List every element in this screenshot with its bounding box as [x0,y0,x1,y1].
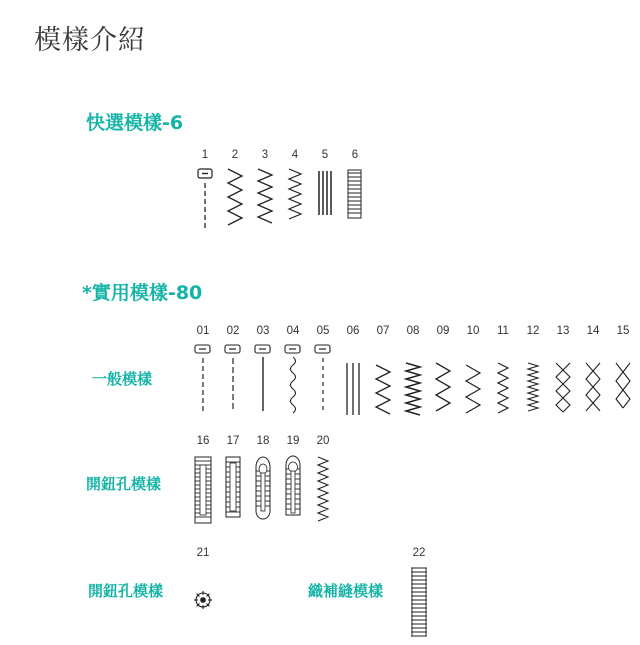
stitch-item[interactable] [488,324,518,423]
double-zigzag-icon [552,343,574,423]
straight-stitch-eye-icon [192,343,214,423]
straight-stitch-eye-icon [312,343,334,423]
buttonhole-narrow-icon [312,453,334,533]
stitch-number: 16 [196,435,210,447]
stitch-item[interactable] [188,434,218,533]
stitch-number: 07 [376,325,390,337]
stitch-item[interactable] [218,324,248,423]
stitch-number: 15 [616,325,630,337]
stitch-item[interactable] [190,148,220,237]
stitch-number: 17 [226,435,240,447]
stitch-number: 22 [412,547,426,559]
dense-zigzag-icon [342,343,364,423]
stitch-number: 20 [316,435,330,447]
stitch-item[interactable] [310,148,340,237]
stitch-item[interactable] [188,546,218,615]
fine-zigzag-icon [522,343,544,423]
stitch-item[interactable] [404,546,434,645]
stitch-item[interactable] [280,148,310,237]
buttonhole-bar-icon [192,453,214,533]
stitch-item[interactable] [308,324,338,423]
stitch-number: 08 [406,325,420,337]
stitch-number: 4 [291,149,299,161]
zigzag-stitch-icon [432,343,454,423]
stitch-item[interactable] [428,324,458,423]
section-heading-utility-patterns: *實用模樣-80 [82,282,203,304]
stitch-number: 18 [256,435,270,447]
stitch-number: 2 [231,149,239,161]
row-label-darning-patterns: 織補縫模樣 [308,582,384,600]
satin-bar-stitch-icon [344,167,366,237]
stitch-number: 13 [556,325,570,337]
stitch-number: 02 [226,325,240,337]
stitch-item[interactable] [548,324,578,423]
straight-stitch-eye-icon [252,343,274,423]
stitch-row-eyelet [188,546,218,615]
stitch-number: 6 [351,149,359,161]
stitch-item[interactable] [578,324,608,423]
darning-block-icon [408,565,430,645]
stitch-item[interactable] [338,324,368,423]
stitch-item[interactable] [340,148,370,237]
row-label-general-patterns: 一般模樣 [92,370,153,388]
stitch-item[interactable] [278,324,308,423]
stitch-row-darning [404,546,434,645]
stitch-item[interactable] [248,434,278,533]
double-zigzag-icon [612,343,634,423]
stitch-item[interactable] [188,324,218,423]
stitch-item[interactable] [398,324,428,423]
stitch-number: 14 [586,325,600,337]
stitch-item[interactable] [248,324,278,423]
stitch-number: 04 [286,325,300,337]
stitch-item[interactable] [220,148,250,237]
zigzag-stitch-icon [372,343,394,423]
zigzag-stitch-icon [254,167,276,237]
stitch-number: 10 [466,325,480,337]
stitch-number: 1 [201,149,209,161]
narrow-zigzag-icon [492,343,514,423]
zigzag-stitch-icon [224,167,246,237]
stitch-row-quick-patterns [190,148,370,237]
stitch-item[interactable] [250,148,280,237]
buttonhole-keyhole-icon [282,453,304,533]
double-zigzag-icon [582,343,604,423]
stitch-item[interactable] [518,324,548,423]
stitch-number: 03 [256,325,270,337]
stitch-number: 21 [196,547,210,559]
stitch-item[interactable] [458,324,488,423]
stitch-row-buttonhole-patterns [188,434,338,533]
satin-bar-stitch-icon [314,167,336,237]
eyelet-round-icon [192,565,214,615]
stitch-item[interactable] [218,434,248,533]
stitch-number: 01 [196,325,210,337]
row-label-buttonhole-patterns-2: 開鈕孔模樣 [88,582,164,600]
stitch-number: 09 [436,325,450,337]
buttonhole-bar-icon [222,453,244,533]
straight-buttonhole-stitch-icon [194,167,216,237]
stitch-item[interactable] [308,434,338,533]
stitch-number: 5 [321,149,329,161]
row-label-buttonhole-patterns: 開鈕孔模樣 [86,475,162,493]
stitch-item[interactable] [278,434,308,533]
stitch-row-general-patterns [188,324,638,423]
section-heading-quick-patterns: 快選模樣-6 [86,112,184,134]
straight-stitch-eye-icon [282,343,304,423]
stitch-number: 11 [497,325,509,337]
page-title: 模樣介紹 [34,25,146,56]
stitch-number: 05 [316,325,330,337]
stitch-item[interactable] [608,324,638,423]
stitch-number: 12 [526,325,540,337]
stitch-number: 3 [261,149,269,161]
wide-zigzag-icon [462,343,484,423]
buttonhole-round-icon [252,453,274,533]
stitch-number: 19 [286,435,300,447]
stitch-number: 06 [346,325,360,337]
zigzag-stitch-icon [284,167,306,237]
wave-zigzag-icon [402,343,424,423]
stitch-item[interactable] [368,324,398,423]
straight-stitch-eye-icon [222,343,244,423]
